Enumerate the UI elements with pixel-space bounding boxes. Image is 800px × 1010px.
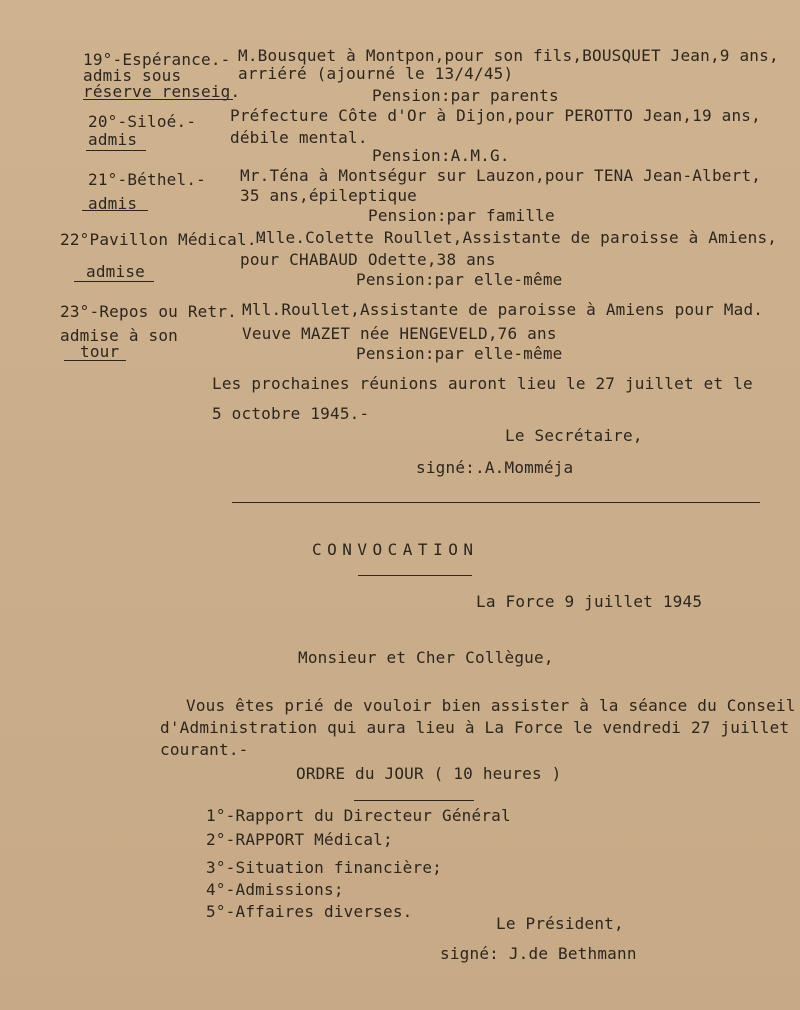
agenda-title: ORDRE du JOUR ( 10 heures ) <box>296 764 562 783</box>
entry-19-underline <box>83 99 233 100</box>
entry-22-details: pour CHABAUD Odette,38 ans <box>240 250 496 269</box>
entry-19-pension: Pension:par parents <box>372 86 559 105</box>
section-separator <box>232 502 760 503</box>
body-text: Vous êtes prié de vouloir bien assister à la séance du Conseil <box>186 696 796 715</box>
agenda-item: 4°-Admissions; <box>206 880 344 899</box>
convocation-heading: CONVOCATION <box>312 540 479 559</box>
entry-23-underline <box>64 360 126 361</box>
agenda-title-underline <box>354 800 474 801</box>
president-signature: signé: J.de Bethmann <box>440 944 637 963</box>
heading-underline <box>358 575 472 576</box>
entry-19-status: 19°-Espérance.- <box>83 50 231 69</box>
agenda-item: 3°-Situation financière; <box>206 858 442 877</box>
entry-23-details: Veuve MAZET née HENGEVELD,76 ans <box>242 324 557 343</box>
entry-22-pension: Pension:par elle-même <box>356 270 563 289</box>
entry-20-status: admis <box>88 130 138 149</box>
entry-22-details: Mlle.Colette Roullet,Assistante de paroisse à Amiens, <box>256 228 778 247</box>
entry-23-pension: Pension:par elle-même <box>356 344 563 363</box>
entry-21-status: 21°-Béthel.- <box>88 170 206 189</box>
entry-19-status: réserve renseig. <box>83 82 241 101</box>
entry-19-details: arriéré (ajourné le 13/4/45) <box>238 64 514 83</box>
next-meetings: Les prochaines réunions auront lieu le 27 juillet et le <box>212 374 753 393</box>
body-text: courant.- <box>160 740 249 759</box>
entry-23-details: Mll.Roullet,Assistante de paroisse à Amiens pour Mad. <box>242 300 764 319</box>
entry-23-status: 23°-Repos ou Retr. <box>60 302 237 321</box>
entry-19-status: admis sous <box>83 66 182 85</box>
entry-19-details: M.Bousquet à Montpon,pour son fils,BOUSQUET Jean,9 ans, <box>238 46 779 65</box>
agenda-item: 1°-Rapport du Directeur Général <box>206 806 511 825</box>
entry-23-status: tour <box>80 342 120 361</box>
entry-21-pension: Pension:par famille <box>368 206 555 225</box>
president-title: Le Président, <box>496 914 624 933</box>
entry-20-underline <box>86 150 146 151</box>
entry-23-status: admise à son <box>60 326 178 345</box>
next-meetings: 5 octobre 1945.- <box>212 404 370 423</box>
entry-20-status: 20°-Siloé.- <box>88 112 197 131</box>
entry-21-details: Mr.Téna à Montségur sur Lauzon,pour TENA Jean-Albert, <box>240 166 762 185</box>
entry-22-underline <box>74 281 154 282</box>
entry-21-status: admis <box>88 194 138 213</box>
entry-20-details: débile mental. <box>230 128 368 147</box>
entry-20-details: Préfecture Côte d'Or à Dijon,pour PEROTTO Jean,19 ans, <box>230 106 761 125</box>
entry-21-underline <box>82 210 148 211</box>
entry-20-pension: Pension:A.M.G. <box>372 146 510 165</box>
entry-22-status: admise <box>86 262 145 281</box>
place-date: La Force 9 juillet 1945 <box>476 592 703 611</box>
agenda-item: 5°-Affaires diverses. <box>206 902 413 921</box>
salutation: Monsieur et Cher Collègue, <box>298 648 554 667</box>
entry-21-details: 35 ans,épileptique <box>240 186 417 205</box>
agenda-item: 2°-RAPPORT Médical; <box>206 830 393 849</box>
body-text: d'Administration qui aura lieu à La Force le vendredi 27 juillet <box>160 718 790 737</box>
entry-22-status: 22°Pavillon Médical.- <box>60 230 267 249</box>
secretary-title: Le Secrétaire, <box>505 426 643 445</box>
secretary-signature: signé:.A.Momméja <box>416 458 574 477</box>
